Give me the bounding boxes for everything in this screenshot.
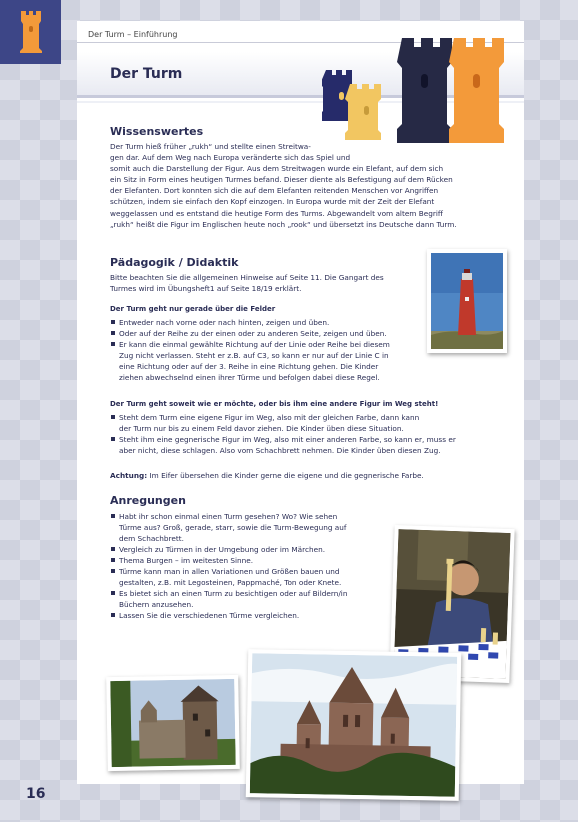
cathedral-photo [246, 649, 462, 801]
section-heading-anregungen: Anregungen [110, 494, 186, 507]
small-yellow-rook-icon [345, 84, 381, 140]
list-item: Zug nicht verlassen. Steht er z.B. auf C3, so kann er nur auf der Linie C in [119, 351, 389, 360]
section-heading-paedagogik: Pädagogik / Didaktik [110, 256, 239, 269]
bullet-list-anregungen [110, 511, 390, 621]
list-item: Steht ihm eine gegnerische Figur im Weg, also mit einer anderen Farbe, so kann er, muss er [110, 434, 500, 445]
list-item: eine Richtung oder auf der 3. Reihe in eine Richtung gehen. Die Kinder [119, 362, 379, 371]
lighthouse-photo [427, 249, 507, 353]
attention-note: Achtung: Im Eifer übersehen die Kinder gerne die eigene und die gegnerische Farbe. [110, 471, 424, 480]
breadcrumb: Der Turm – Einführung [88, 30, 178, 39]
list-item: Entweder nach vorne oder nach hinten, zeigen und üben. [110, 317, 430, 328]
large-navy-rook-icon [397, 38, 452, 143]
list-item: Steht dem Turm eine eigene Figur im Weg, also mit der gleichen Farbe, dann kann [110, 412, 500, 423]
rook-icon [19, 11, 43, 53]
list-item: Büchern anzusehen. [119, 600, 194, 609]
section-heading-wissenswertes: Wissenswertes [110, 125, 204, 138]
list-item: Türme aus? Groß, gerade, starr, sowie die Turm-Bewegung auf [119, 523, 347, 532]
list-item: der Turm nur bis zu einem Feld davor ziehen. Die Kinder üben diese Situation. [119, 424, 404, 433]
attention-label: Achtung: [110, 471, 148, 480]
subheading-straight: Der Turm geht nur gerade über die Felder [110, 305, 276, 313]
list-item: Türme kann man in allen Variationen und Größen bauen und [110, 566, 390, 577]
page-title: Der Turm [110, 66, 183, 82]
list-item: Vergleich zu Türmen in der Umgebung oder im Märchen. [110, 544, 390, 555]
bullet-list-straight [110, 317, 430, 383]
list-item: Thema Burgen – im weitesten Sinne. [110, 555, 390, 566]
list-item: gestalten, z.B. mit Legosteinen, Pappmaché, Ton oder Knete. [119, 578, 342, 587]
list-item: Habt ihr schon einmal einen Turm gesehen? Wo? Wie sehen [110, 511, 390, 522]
page-number: 16 [26, 786, 46, 802]
wissenswertes-text: Der Turm hieß früher „rukh“ und stellte einen Streitwa- gen dar. Auf dem Weg nach Europa veränderte sich das Spiel und somit auch die Darstellung der Figur. Aus dem Streitwagen wurde ein Elefant, auf dem sich ein Sitz in Form eines heutigen Turmes befand. Dieser diente als Befestigung auf dem Rücken der Elefanten. Dort konnten sich die auf dem Elefanten reitenden Menschen vor Angriffen schützen, indem sie einfach den Kopf einzogen. In Europa wurde mit der Zeit der Elefant weggelassen und es entstand die heutige Form des Turms. Abgewandelt vom altem Begriff „rukh“ heißt die Figur im Englischen heute noch „rook“ und übersetzt ins Deutsche dann Turm. [110, 142, 457, 229]
list-item: Er kann die einmal gewählte Richtung auf der Linie oder Reihe bei diesem [110, 339, 430, 350]
rook-pieces-illustration [322, 34, 522, 156]
list-item: Es bietet sich an einen Turm zu besichtigen oder auf Bildern/in [110, 588, 390, 599]
list-item: ziehen abwechselnd einen ihrer Türme und befolgen dabei diese Regel. [119, 373, 380, 382]
castle-wall-photo [106, 675, 240, 771]
corner-tab [0, 0, 61, 64]
list-item: Oder auf der Reihe zu der einen oder zu anderen Seite, zeigen und üben. [110, 328, 430, 339]
list-item: Lassen Sie die verschiedenen Türme vergleichen. [110, 610, 390, 621]
subheading-far: Der Turm geht soweit wie er möchte, oder bis ihm eine andere Figur im Weg steht! [110, 400, 439, 408]
list-item: dem Schachbrett. [119, 534, 184, 543]
list-item: aber nicht, diese schlagen. Also vom Schachbrett nehmen. Die Kinder üben diesen Zug. [119, 446, 441, 455]
large-orange-rook-icon [449, 38, 504, 143]
paedagogik-intro: Bitte beachten Sie die allgemeinen Hinweise auf Seite 11. Die Gangart des Turmes wird im Übungsheft1 auf Seite 18/19 erklärt. [110, 273, 384, 294]
bullet-list-far [110, 412, 500, 456]
